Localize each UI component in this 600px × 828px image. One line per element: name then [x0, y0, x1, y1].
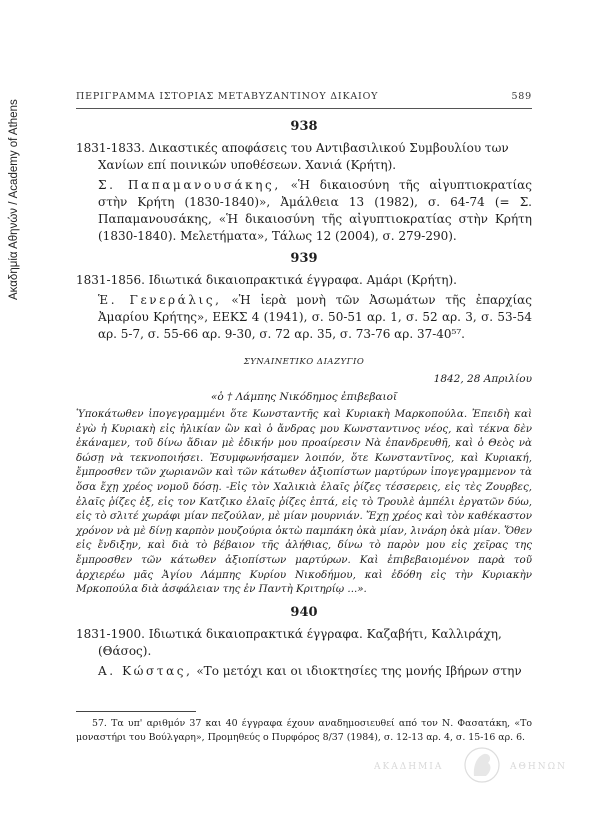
footnote-rule	[76, 711, 196, 712]
entry-reference	[76, 663, 532, 680]
academy-logo-text: ΑΚΑΔΗΜΙΑ ΑΘΗΝΩΝ	[374, 762, 567, 772]
page-content	[76, 113, 532, 680]
document-label: ΣΥΝΑΙΝΕΤΙΚΟ ΔΙΑΖΥΓΙΟ	[243, 357, 365, 367]
entry-number: 938	[290, 119, 318, 134]
watermark-text: Ακαδημία Αθηνών / Academy of Athens	[8, 99, 20, 300]
document-signature: «ὁ † Λάμπης Νικόδημος ἐπιβεβαιοῖ	[210, 391, 398, 403]
reference-author: Σ. Παπαμανουσάκης,	[98, 178, 281, 192]
running-title: ΠΕΡΙΓΡΑΜΜΑ ΙΣΤΟΡΙΑΣ ΜΕΤΑΒΥΖΑΝΤΙΝΟΥ ΔΙΚΑΙΟΥ	[76, 91, 379, 102]
entry-number: 940	[290, 604, 318, 620]
entry-940	[76, 605, 532, 680]
side-watermark	[8, 40, 28, 300]
running-header	[76, 91, 532, 109]
document-date: 1842, 28 Απριλίου	[433, 373, 532, 385]
entry-reference	[76, 177, 532, 245]
entry-reference	[76, 292, 532, 343]
reference-author: Ἑ. Γενεράλις,	[98, 293, 222, 307]
entry-heading: 1831-1856. Ιδιωτικά δικαιοπρακτικά έγγραφα. Αμάρι (Κρήτη).	[76, 273, 457, 287]
entry-939	[76, 251, 532, 343]
reference-text: «Ἡ δικαιοσύνη τῆς αἰγυπτιοκρατίας στὴν Κρήτη (1830-1840)», Ἀμάλθεια 13 (1982), σ. 64-74 (= Σ. Παπαμανουσάκης, «Ἡ δικαιοσύνη τῆς αἰγυπτιοκρατίας στὴν Κρήτη (1830-1840). Μελετήματα», Τάλως 12 (2004), σ. 279-290).	[98, 178, 532, 243]
footnote: 57. Τα υπ' αριθμόν 37 και 40 έγγραφα έχουν αναδημοσιευθεί από τον Ν. Φασατάκη, «Το μοναστήρι του Βούλγαρη», Προμηθεύς ο Πυρφόρος 8/37 (1984), σ. 12-13 αρ. 4, σ. 15-16 αρ. 6.	[76, 718, 532, 743]
document-body: Ὑποκάτωθεν ἰπογεγραμμένι ὅτε Κωνσταντῆς καὶ Κυριακὴ Μαρκοπούλα. Ἐπειδὴ καὶ ἐγὼ ἡ Κυριακὴ εἰς ἡλικίαν ὢν καὶ ὁ ἄνδρας μου Κωνσταντινος νέος, καὶ τέκνα δὲν ἐκάναμεν, τοῦ δίνω ἄδιαν μὲ ἐδικήν μου προαίρεσιν Νὰ ἐπανδρευθῆ, καὶ ὁ Θεὸς νὰ δώσῃ νὰ τεκνοποιήσει. Ἐσυμφωνήσαμεν λοιπόν, ὅτε Κωνσταντῖνος, καὶ Κυριακή, ἔμπροσθεν τῶν χωριανῶν καὶ τῶν κάτωθεν ἀξιοπίστων μαρτύρων ἰπογεγραμμενον τὰ ὅσα ἔχῃ χρέος νομοῦ δόσῃ. -Εἰς τὸν Χαλικιὰ ἐλαῖς ῥίζες τέσσερεις, εἰς τὲς Ζουρβες, ἐλαῖς ῥίζες ἐξ, εἰς τον Κατζικο ἐλαῖς ῥίζες ἑπτά, εἰς τὸ Τρουλὲ ἀμπέλι ἐργατῶν δύω, εἰς τὸ σλιτέ χωράφι μίαν πεζούλαν, μὲ μίαν μουρνιάν. Ἔχῃ χρέος καὶ τὸν καθέκαστον χρόνον νὰ μὲ δίνῃ καρπὸν μουζούρια ὀκτὼ παμπάκη ὀκὰ μίαν, λινάρη ὀκὰ μίαν. Ὅθεν εἰς ἔνδιξην, καὶ διὰ τὸ βέβαιον τῆς ἀλήθιας, δίνω τὸ παρὸν μου εἰς χεῖρας της ἔμπροσθεν τῶν κάτωθεν ἀξιοπίστων μαρτύρων. Καὶ ἐπιβεβαιομένον παρὰ τοῦ ἀρχιερέω μᾶς Ἀγίου Λάμπης Κυρίου Νικοδήμου, καὶ ἐδόθη εἰς τὴν Κυριακὴν Μρκοπούλα διὰ ἀσφάλειαν της ἐν Παντὴ Κριτηρίῳ ...».	[76, 408, 532, 596]
academy-logo-watermark	[374, 745, 574, 785]
page-number: 589	[511, 91, 532, 102]
reference-author: Α. Κώστας,	[98, 663, 193, 678]
reference-text: «Το μετόχι και οι ιδιοκτησίες της μονής Ιβήρων στην	[196, 663, 522, 678]
entry-number: 939	[290, 251, 318, 266]
reference-text: «Ἡ ἱερὰ μονὴ τῶν Ἀσωμάτων τῆς ἐπαρχίας Ἀμαρίου Κρήτης», ΕΕΚΣ 4 (1941), σ. 50-51 αρ. 1, σ. 52 αρ. 3, σ. 53-54 αρ. 5-7, σ. 55-66 αρ. 9-30, σ. 72 αρ. 35, σ. 73-76 αρ. 37-40⁵⁷.	[98, 293, 532, 341]
entry-heading: 1831-1833. Δικαστικές αποφάσεις του Αντιβασιλικού Συμβουλίου των Χανίων επί ποινικών υποθέσεων. Χανιά (Κρήτη).	[76, 141, 509, 172]
entry-heading: 1831-1900. Ιδιωτικά δικαιοπρακτικά έγγραφα. Καζαβήτι, Καλλιράχη, (Θάσος).	[76, 626, 502, 658]
entry-938	[76, 119, 532, 245]
